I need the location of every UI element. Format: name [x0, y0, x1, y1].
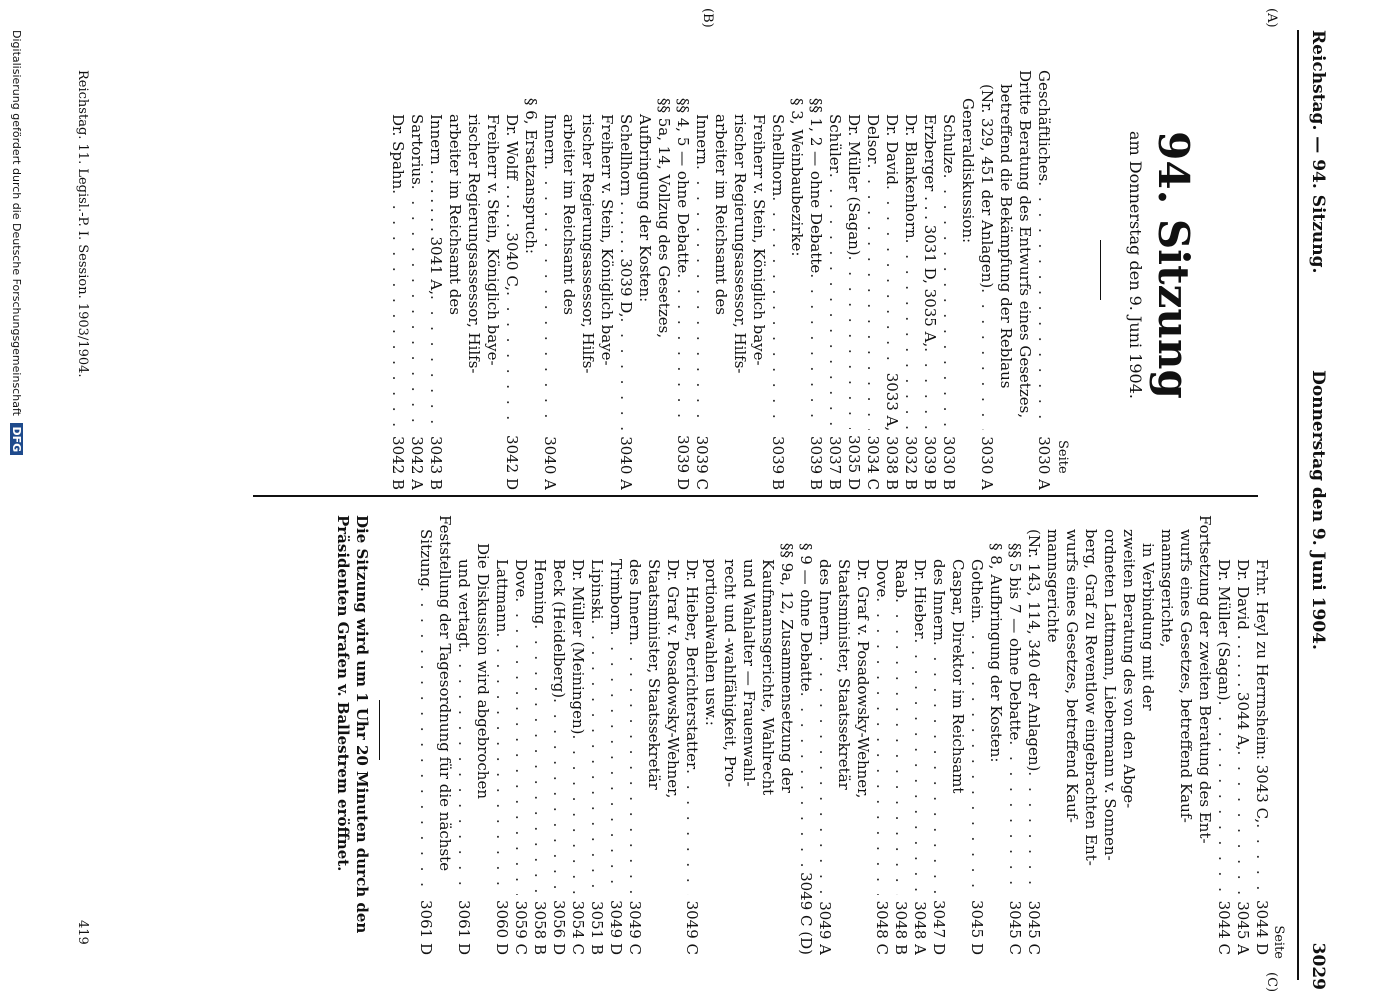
header-center: Donnerstag den 9. Juni 1904.: [1308, 370, 1328, 650]
toc-entry-text: Dr. Wolff . . . . . 3040 C,: [503, 114, 521, 292]
toc-entry-page: 3059 C: [512, 900, 530, 955]
toc-entry: [730, 70, 749, 490]
toc-entry-text: Sartorius: [408, 114, 426, 185]
toc-entry-text: Geschäftliches: [1035, 70, 1053, 182]
toc-entry-text: (Nr. 329, 451 der Anlagen): [978, 84, 996, 289]
toc-entry-text: Dr. David . . . . . . 3044 A,: [1234, 559, 1252, 751]
toc-entry-text: Dr. Blankenhorn: [902, 114, 920, 239]
toc-entry: [1195, 515, 1214, 955]
toc-entry-page: 3048 A: [911, 901, 929, 955]
toc-entry-text: § 9 — ohne Debatte: [797, 543, 815, 692]
dot-leader: [977, 288, 996, 430]
dot-leader: [1233, 750, 1252, 895]
toc-entry-text: und vertagt: [455, 559, 473, 648]
margin-mark-b: (B): [700, 8, 715, 28]
toc-entry: [654, 70, 673, 490]
toc-entry-text: Dr. Graf v. Posadowsky-Wehner,: [664, 559, 682, 799]
dfg-logo: DFG: [10, 423, 23, 455]
toc-entry: [768, 70, 787, 490]
toc-entry: [473, 515, 492, 955]
toc-entry: [834, 515, 853, 955]
toc-entry-text: Innern . . . . . . . 3041 A,: [427, 114, 445, 296]
toc-entry-page: 3030 A: [978, 436, 996, 490]
toc-entry-text: ordneten Lattmann, Liebermann v. Sonnen-: [1101, 529, 1119, 861]
toc-entry-text: §§ 4, 5 — ohne Debatte: [674, 98, 692, 274]
toc-entry: [578, 70, 597, 490]
toc-entry: [1233, 515, 1252, 955]
toc-entry-text: des Innern: [816, 559, 834, 641]
toc-entry: [492, 515, 511, 955]
dot-leader: [625, 641, 644, 895]
toc-entry-text: Innern: [693, 114, 711, 165]
toc-entry: [416, 515, 435, 955]
toc-entry-text: Erzberger . . . 3031 D, 3035 A,: [921, 114, 939, 348]
toc-entry: [559, 70, 578, 490]
toc-entry: [502, 70, 521, 490]
toc-entry-text: §§ 5 bis 7 — ohne Debatte: [1006, 543, 1024, 741]
toc-entry: [815, 515, 834, 955]
dot-leader: [692, 165, 711, 430]
toc-entry-page: 3030 B: [940, 436, 958, 490]
dot-leader: [1005, 740, 1024, 894]
toc-entry: [1214, 515, 1233, 955]
toc-entry-text: recht und -wahlfähigkeit, Pro-: [721, 559, 739, 788]
toc-entry-text: berg, Graf zu Reventlow eingebrachten Ent-: [1082, 529, 1100, 866]
dot-leader: [929, 641, 948, 894]
toc-entry-text: Dr. Hieber, Berichterstatter: [683, 559, 701, 770]
toc-entry-text: Staatsminister, Staatssekretär: [645, 559, 663, 790]
toc-entry: [739, 515, 758, 955]
dot-leader: [939, 174, 958, 430]
toc-entry-page: 3032 B: [902, 436, 920, 490]
toc-entry-text: des Innern: [626, 559, 644, 641]
toc-entry-text: Dr. Müller (Sagan): [845, 114, 863, 256]
toc-entry-text: Schulze: [940, 114, 958, 174]
toc-entry-text: wurfs eines Gesetzes, betreffend Kauf-: [1177, 529, 1195, 823]
toc-entry: [682, 515, 701, 955]
toc-entry-text: arbeiter im Reichsamt des: [712, 114, 730, 315]
toc-entry: [1043, 515, 1062, 955]
toc-entry: [692, 70, 711, 490]
toc-entry-text: § 8, Aufbringung der Kosten:: [987, 543, 1005, 763]
toc-entry: [483, 70, 502, 490]
toc-entry-page: 3045 D: [968, 900, 986, 955]
toc-entry: [701, 515, 720, 955]
toc-entry-page: 3045 A: [1234, 901, 1252, 955]
toc-entry: [530, 515, 549, 955]
closing-line-1: Die Sitzung wird um 1 Uhr 20 Minuten durch den: [353, 515, 371, 934]
dot-leader: [825, 173, 844, 430]
toc-entry-text: Dritte Beratung des Entwurfs eines Gesetzes,: [1016, 70, 1034, 419]
toc-entry-text: §§ 9a, 12, Zusammensetzung der: [778, 543, 796, 793]
dot-leader: [967, 619, 986, 894]
toc-entry: [967, 515, 986, 955]
toc-entry-page: 3045 C: [1006, 900, 1024, 955]
toc-entry-text: Fortsetzung der zweiten Beratung des Ent-: [1196, 515, 1214, 844]
toc-entry-page: 3035 D: [845, 435, 863, 490]
toc-entry-text: arbeiter im Reichsamt des: [446, 114, 464, 315]
toc-entry: [958, 70, 977, 490]
toc-entry-text: zweiten Beratung des von den Abge-: [1120, 529, 1138, 809]
toc-entry: [986, 515, 1005, 955]
toc-entry-text: Die Diskussion wird abgebrochen: [474, 543, 492, 799]
toc-entry-text: rischer Regierungsassessor, Hilfs-: [731, 114, 749, 374]
toc-entry-text: Beck (Heidelberg): [550, 559, 568, 699]
toc-entry: [1081, 515, 1100, 955]
toc-entry: [445, 70, 464, 490]
toc-entry-page: 3045 C: [1025, 900, 1043, 955]
toc-entry-page: 3039 B: [921, 436, 939, 490]
toc-entry: [1005, 515, 1024, 955]
dot-leader: [796, 692, 815, 866]
toc-entry: [939, 70, 958, 490]
toc-entry: [1034, 70, 1053, 490]
toc-entry-page: 3056 D: [550, 900, 568, 955]
toc-entry-text: Lattmann: [493, 559, 511, 633]
toc-entry-text: Dr. Müller (Meiningen): [569, 559, 587, 735]
toc-entry: [910, 515, 929, 955]
digitization-note: [10, 30, 23, 455]
dot-leader: [1024, 771, 1043, 894]
toc-entry: [806, 70, 825, 490]
toc-entry-page: 3061 D: [417, 900, 435, 955]
toc-entry-text: arbeiter im Reichsamt des: [560, 114, 578, 315]
toc-entry-page: 3044 D: [1253, 900, 1271, 955]
toc-entry-text: Schüler: [826, 114, 844, 173]
margin-mark-c: (C): [1264, 972, 1279, 993]
toc-entry: [635, 70, 654, 490]
toc-entry-page: 3037 B: [826, 436, 844, 490]
dot-leader: [388, 189, 407, 430]
toc-entry: [872, 515, 891, 955]
toc-entry: [616, 70, 635, 490]
seite-label-right: Seite: [1271, 925, 1286, 959]
seite-label: Seite: [1055, 440, 1070, 474]
toc-entry-page: 3061 D: [455, 900, 473, 955]
toc-entry: [929, 515, 948, 955]
toc-entry: [426, 70, 445, 490]
toc-entry-text: Freiherr v. Stein, Königlich baye-: [750, 114, 768, 366]
toc-entry: [625, 515, 644, 955]
dot-leader: [492, 632, 511, 894]
toc-entry-text: Raab: [892, 559, 910, 599]
toc-entry-text: Dove: [512, 559, 530, 598]
margin-mark-a: (A): [1264, 8, 1279, 28]
toc-entry-page: 3049 C (D): [797, 872, 815, 955]
toc-entry: [549, 515, 568, 955]
toc-entry-text: betreffend die Bekämpfung der Reblaus: [997, 84, 1015, 389]
dot-leader: [416, 587, 435, 894]
toc-entry-page: 3034 C: [864, 435, 882, 490]
dot-leader: [587, 619, 606, 895]
toc-entry: [996, 70, 1015, 490]
toc-entry: [901, 70, 920, 490]
toc-entry-text: Freiherr v. Stein, Königlich baye-: [484, 114, 502, 366]
toc-entry-page: 3054 C: [569, 900, 587, 955]
toc-entry-page: 3049 A: [816, 901, 834, 955]
toc-entry-page: 3048 B: [892, 901, 910, 955]
toc-entry-page: 3039 B: [807, 436, 825, 490]
toc-entry-text: rischer Regierungsassessor, Hilfs-: [579, 114, 597, 374]
toc-entry-text: mannsgerichte: [1044, 529, 1062, 643]
toc-entry-text: Feststellung der Tagesordnung für die nächste: [436, 515, 454, 872]
toc-entry: [606, 515, 625, 955]
toc-entry-text: Dr. Hieber: [911, 559, 929, 639]
toc-entry-text: Frhr. Heyl zu Herrnsheim: 3043 C,: [1253, 559, 1271, 824]
toc-entry: [1024, 515, 1043, 955]
dot-leader: [511, 597, 530, 894]
dot-leader: [768, 196, 787, 430]
toc-entry: [511, 515, 530, 955]
toc-entry-text: Generaldiskussion:: [959, 98, 977, 244]
toc-entry: [521, 70, 540, 490]
header-page-number: 3029: [1308, 942, 1328, 990]
footer-page: 419: [75, 920, 90, 945]
header-rule: [1297, 30, 1299, 980]
toc-entry-text: Freiherr v. Stein, Königlich baye-: [598, 114, 616, 366]
toc-entry: [787, 70, 806, 490]
toc-entry-text: Dove: [873, 559, 891, 598]
column-divider: [253, 495, 1258, 497]
toc-entry-page: 3039 C: [693, 435, 711, 490]
toc-entry-text: Dr. Müller (Sagan): [1215, 559, 1233, 701]
toc-entry-text: § 6, Ersatzanspruch:: [522, 98, 540, 254]
header-left: Reichstag. — 94. Sitzung.: [1308, 30, 1328, 274]
toc-entry-text: Schellhorn: [769, 114, 787, 197]
dot-leader: [910, 639, 929, 896]
toc-entry: [407, 70, 426, 490]
dot-leader: [454, 648, 473, 894]
session-date: am Donnerstag den 9. Juni 1904.: [1126, 131, 1145, 399]
toc-entry: [758, 515, 777, 955]
toc-entry: [388, 70, 407, 490]
dot-leader: [920, 347, 939, 430]
toc-entry-text: des Innern: [930, 559, 948, 641]
toc-entry: [568, 515, 587, 955]
closing-rule: [379, 700, 380, 760]
toc-entry-text: Dr. David: [883, 114, 901, 185]
toc-entry-text: Trimborn: [607, 559, 625, 631]
toc-entry: [920, 70, 939, 490]
toc-entry-page: 3040 A: [541, 436, 559, 490]
toc-entry-text: rischer Regierungsassessor, Hilfs-: [465, 114, 483, 374]
dot-leader: [806, 273, 825, 430]
toc-entry: [1176, 515, 1195, 955]
toc-entry-page: 3039 D: [674, 435, 692, 490]
toc-entry-text: §§ 1, 2 — ohne Debatte: [807, 98, 825, 274]
toc-entry-page: 3042 A: [408, 436, 426, 490]
toc-entry: [825, 70, 844, 490]
toc-entry: [587, 515, 606, 955]
dot-leader: [901, 239, 920, 430]
toc-entry: [720, 515, 739, 955]
toc-entry-page: 3049 D: [607, 900, 625, 955]
toc-entry: [663, 515, 682, 955]
toc-entry-text: Dr. Spahn: [389, 114, 407, 190]
toc-entry: [1119, 515, 1138, 955]
closing-text: [333, 515, 371, 955]
dot-leader: [530, 624, 549, 895]
title-rule: [1100, 240, 1101, 300]
dot-leader: [844, 256, 863, 429]
footer-left: Reichstag. 11. Legisl.-P. I. Session. 1903/1904.: [75, 70, 90, 378]
dot-leader: [872, 597, 891, 894]
dot-leader: [1214, 701, 1233, 895]
left-column: [388, 70, 1053, 490]
toc-entry-text: Staatsminister, Staatssekretär: [835, 559, 853, 790]
toc-entry-text: Innern: [541, 114, 559, 165]
toc-entry-text: portionalwahlen usw.:: [702, 559, 720, 726]
toc-entry: [977, 70, 996, 490]
closing-line-2: Präsidenten Grafen v. Ballestrem eröffnet.: [334, 515, 352, 872]
toc-entry-text: Aufbringung der Kosten:: [636, 114, 654, 303]
toc-entry-text: Sitzung: [417, 529, 435, 587]
toc-entry-page: 3058 B: [531, 901, 549, 955]
toc-entry-text: mannsgerichte,: [1158, 529, 1176, 648]
toc-entry: [1157, 515, 1176, 955]
toc-entry-page: 3042 B: [389, 436, 407, 490]
dot-leader: [616, 318, 635, 431]
toc-entry-page: 3044 C: [1215, 900, 1233, 955]
toc-entry-page: 3039 B: [769, 436, 787, 490]
dot-leader: [1252, 823, 1271, 894]
toc-entry: [863, 70, 882, 490]
toc-entry: [1100, 515, 1119, 955]
dot-leader: [891, 598, 910, 895]
dot-leader: [502, 291, 521, 429]
dot-leader: [815, 641, 834, 895]
toc-entry: [1062, 515, 1081, 955]
toc-entry-text: Caspar, Direktor im Reichsamt: [949, 559, 967, 794]
toc-entry-page: 3047 D: [930, 900, 948, 955]
toc-entry-text: Dr. Graf v. Posadowsky-Wehner,: [854, 559, 872, 799]
dot-leader: [863, 164, 882, 430]
toc-entry-text: Henning: [531, 559, 549, 625]
toc-entry-text: und Wahlalter — Frauenwahl-: [740, 559, 758, 787]
dot-leader: [407, 185, 426, 430]
toc-entry: [1138, 515, 1157, 955]
dot-leader: [426, 295, 445, 430]
toc-entry-text: wurfs eines Gesetzes, betreffend Kauf-: [1063, 529, 1081, 823]
toc-entry: [435, 515, 454, 955]
dot-leader: [540, 165, 559, 430]
session-title: 94. Sitzung: [1149, 131, 1198, 399]
toc-entry-text: (Nr. 143, 114, 340 der Anlagen): [1025, 529, 1043, 772]
dot-leader: [673, 273, 692, 429]
toc-entry: [454, 515, 473, 955]
toc-entry-text: Schellhorn . . . . . . 3039 D,: [617, 114, 635, 318]
toc-entry: [464, 70, 483, 490]
toc-entry-page: 3049 C: [683, 900, 701, 955]
toc-entry: [673, 70, 692, 490]
toc-entry-text: Lipinski: [588, 559, 606, 620]
toc-entry-text: §§ 5a, 14, Vollzug des Gesetzes,: [655, 98, 673, 339]
toc-entry-text: § 3, Weinbaubezirke:: [788, 98, 806, 257]
toc-entry: [1252, 515, 1271, 955]
dot-leader: [606, 631, 625, 894]
toc-entry: [540, 70, 559, 490]
toc-entry: [644, 515, 663, 955]
dot-leader: [682, 769, 701, 894]
toc-entry-page: 3048 C: [873, 900, 891, 955]
toc-entry: [948, 515, 967, 955]
toc-entry-page: 3042 D: [503, 435, 521, 490]
toc-entry-text: Gothein: [968, 559, 986, 620]
toc-entry: [749, 70, 768, 490]
toc-entry: [711, 70, 730, 490]
dot-leader: [882, 185, 901, 367]
digitization-text: Digitalisierung gefördert durch die Deutsche Forschungsgemeinschaft: [10, 30, 23, 416]
toc-entry: [882, 70, 901, 490]
toc-entry-page: 3040 A: [617, 436, 635, 490]
toc-entry: [777, 515, 796, 955]
toc-entry-text: Delsor: [864, 114, 882, 164]
toc-entry-text: in Verbindung mit der: [1139, 543, 1157, 711]
toc-entry: [853, 515, 872, 955]
toc-entry-page: 3030 A: [1035, 436, 1053, 490]
right-column: [416, 515, 1271, 955]
toc-entry-page: 3043 B: [427, 436, 445, 490]
toc-entry: [1015, 70, 1034, 490]
dot-leader: [1034, 181, 1053, 430]
toc-entry: [796, 515, 815, 955]
toc-entry: [891, 515, 910, 955]
toc-entry-page: 3033 A, 3038 B: [883, 372, 901, 490]
toc-entry: [597, 70, 616, 490]
toc-entry: [844, 70, 863, 490]
dot-leader: [549, 698, 568, 894]
dot-leader: [568, 735, 587, 895]
toc-entry-page: 3060 D: [493, 900, 511, 955]
toc-entry-page: 3051 B: [588, 901, 606, 955]
toc-entry-page: 3049 C: [626, 900, 644, 955]
toc-entry-text: Kaufmannsgerichte, Wahlrecht: [759, 559, 777, 796]
